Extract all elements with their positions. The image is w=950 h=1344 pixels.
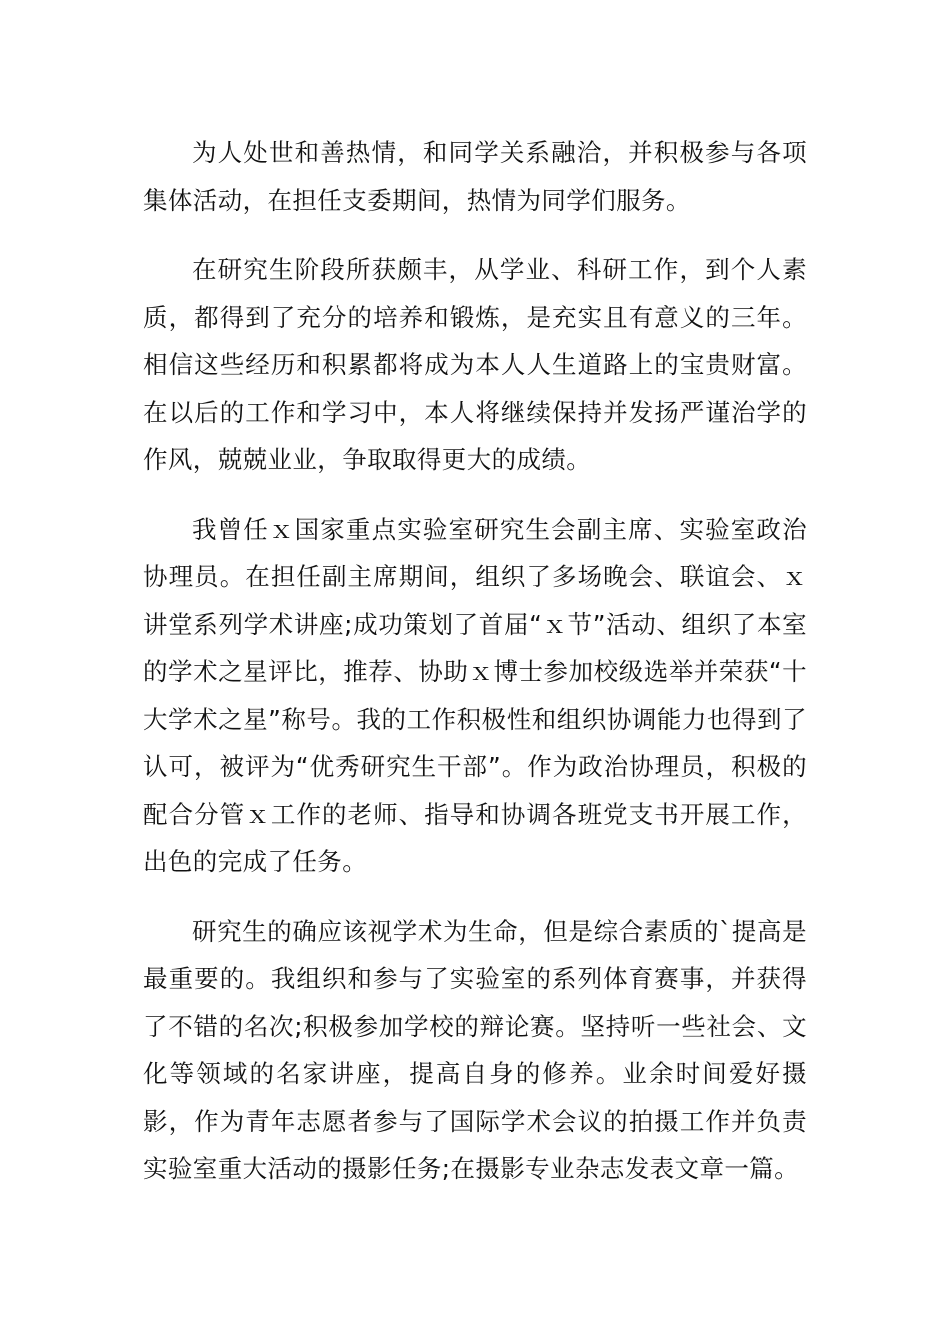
document-body xyxy=(143,129,807,1215)
paragraph-4: 研究生的确应该视学术为生命，但是综合素质的`提高是最重要的。我组织和参与了实验室的系列体育赛事，并获得了不错的名次;积极参加学校的辩论赛。坚持听一些社会、文化等领域的名家讲座，提高自身的修养。业余时间爱好摄影，作为青年志愿者参与了国际学术会议的拍摄工作并负责实验室重大活动的摄影任务;在摄影专业杂志发表文章一篇。 xyxy=(143,916,807,1183)
paragraph-1: 为人处世和善热情，和同学关系融洽，并积极参与各项集体活动，在担任支委期间，热情为同学们服务。 xyxy=(143,138,807,215)
paragraph-2: 在研究生阶段所获颇丰，从学业、科研工作，到个人素质，都得到了充分的培养和锻炼，是充实且有意义的三年。相信这些经历和积累都将成为本人人生道路上的宝贵财富。在以后的工作和学习中，本人将继续保持并发扬严谨治学的作风，兢兢业业，争取取得更大的成绩。 xyxy=(143,255,807,474)
paragraph-3: 我曾任ｘ国家重点实验室研究生会副主席、实验室政治协理员。在担任副主席期间，组织了多场晚会、联谊会、ｘ讲堂系列学术讲座;成功策划了首届“ｘ节”活动、组织了本室的学术之星评比，推荐、协助ｘ博士参加校级选举并荣获“十大学术之星”称号。我的工作积极性和组织协调能力也得到了认可，被评为“优秀研究生干部”。作为政治协理员，积极的配合分管ｘ工作的老师、指导和协调各班党支书开展工作，出色的完成了任务。 xyxy=(143,514,807,876)
